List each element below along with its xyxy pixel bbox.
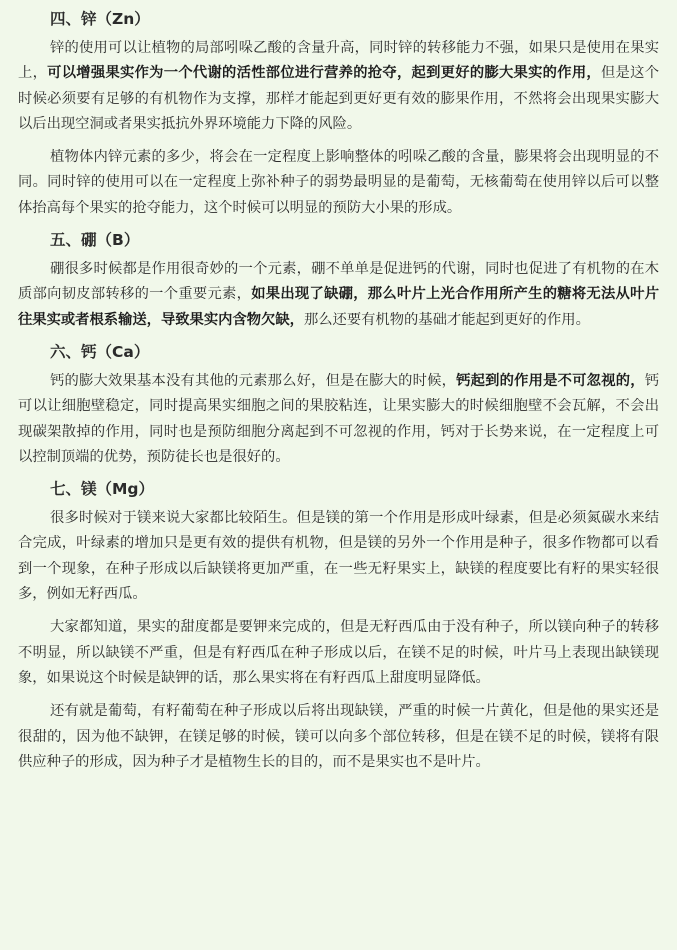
paragraph: [18, 36, 659, 137]
bold-text-run: 如果出现了缺硼，那么叶片上光合作用所产生的糖将无法从叶片往果实或者根系输送，导致果实内含物欠缺，: [18, 286, 660, 328]
paragraph: [18, 257, 659, 333]
paragraph: [18, 506, 659, 607]
paragraph: [18, 369, 659, 470]
text-run: 钙的膨大效果基本没有其他的元素那么好，但是在膨大的时候，: [50, 372, 457, 389]
section-calcium: [18, 341, 659, 470]
section-heading-boron: 五、硼（B）: [50, 231, 140, 250]
section-magnesium: [18, 478, 659, 775]
text-run: 硼很多时候都是作用很奇妙的一个元素，硼不单单是促进钙的代谢，同时也促进了有机物的在木质部向韧皮部转移的一个重要元素，: [18, 261, 659, 303]
text-run: 那么还要有机物的基础才能起到更好的作用。: [303, 311, 590, 328]
bold-text-run: 可以增强果实作为一个代谢的活性部位进行营养的抢夺，起到更好的膨大果实的作用，: [47, 65, 601, 82]
paragraph: [18, 699, 659, 775]
paragraph: [18, 615, 659, 691]
section-boron: [18, 229, 659, 333]
text-run: 还有就是葡萄，有籽葡萄在种子形成以后将出现缺镁，严重的时候一片黄化，但是他的果实还是很甜的，因为他不缺钾，在镁足够的时候，镁可以向多个部位转移，但是在镁不足的时候，镁将有限供应种子的形成，因为种子才是植物生长的目的，而不是果实也不是叶片。: [18, 703, 659, 770]
text-run: 植物体内锌元素的多少，将会在一定程度上影响整体的吲哚乙酸的含量，膨果将会出现明显的不同。同时锌的使用可以在一定程度上弥补种子的弱势最明显的是葡萄，无核葡萄在使用锌以后可以整体抬高每个果实的抢夺能力，这个时候可以明显的预防大小果的形成。: [18, 149, 659, 216]
text-run: 很多时候对于镁来说大家都比较陌生。但是镁的第一个作用是形成叶绿素，但是必须氮碳水来结合完成，叶绿素的增加只是更有效的提供有机物，但是镁的另外一个作用是种子，很多作物都可以看到一个现象，在种子形成以后缺镁将更加严重，在一些无籽果实上，缺镁的程度要比有籽的果实轻很多，例如无籽西瓜。: [18, 510, 659, 603]
text-run: 大家都知道，果实的甜度都是要钾来完成的，但是无籽西瓜由于没有种子，所以镁向种子的转移不明显，所以缺镁不严重，但是有籽西瓜在种子形成以后，在镁不足的时候，叶片马上表现出缺镁现象，如果说这个时候是缺钾的话，那么果实将在有籽西瓜上甜度明显降低。: [18, 619, 659, 686]
text-run: 但是这个时候必须要有足够的有机物作为支撑，那样才能起到更好更有效的膨果作用，不然将会出现果实膨大以后出现空洞或者果实抵抗外界环境能力下降的风险。: [18, 65, 660, 132]
section-heading-calcium: 六、钙（Ca）: [50, 342, 150, 361]
bold-text-run: 钙起到的作用是不可忽视的，: [456, 372, 645, 389]
section-heading-magnesium: 七、镁（Mg）: [50, 480, 155, 499]
section-zinc: [18, 8, 659, 221]
text-run: 钙可以让细胞壁稳定，同时提高果实细胞之间的果胶粘连，让果实膨大的时候细胞壁不会瓦解，不会出现碳架散掉的作用，同时也是预防细胞分离起到不可忽视的作用，钙对于长势来说，在一定程度上可以控制顶端的优势，预防徒长也是很好的。: [18, 372, 660, 465]
text-run: 锌的使用可以让植物的局部吲哚乙酸的含量升高，同时锌的转移能力不强，如果只是使用在果实上，: [18, 40, 659, 82]
section-heading-zinc: 四、锌（Zn）: [50, 10, 150, 28]
paragraph: [18, 145, 659, 221]
